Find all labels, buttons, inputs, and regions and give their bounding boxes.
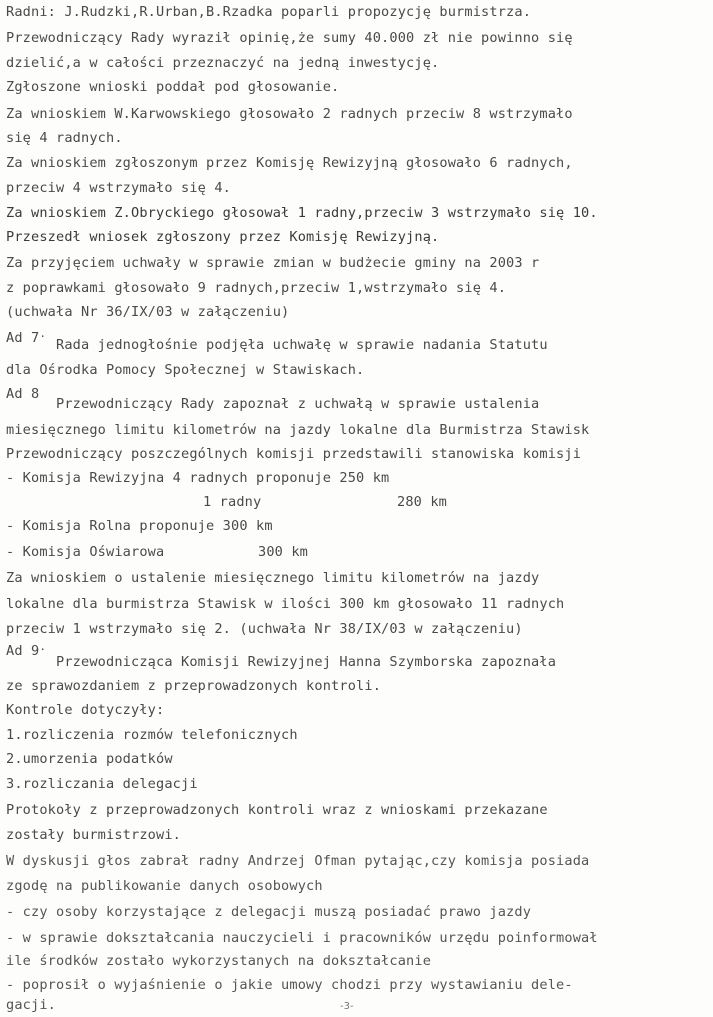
agenda-label: Ad 8 — [6, 386, 40, 402]
text-line: (uchwała Nr 36/IX/03 w załączeniu) — [6, 304, 290, 320]
text-line: - czy osoby korzystające z delegacji muszą posiadać prawo jazdy — [6, 904, 532, 920]
text-line: 280 km — [397, 494, 448, 510]
text-line: 2.umorzenia podatków — [6, 751, 173, 767]
text-line: Za wnioskiem Z.Obryckiego głosował 1 radny,przeciw 3 wstrzymało się 10. — [6, 205, 598, 221]
text-line: Radni: J.Rudzki,R.Urban,B.Rzadka poparli propozycję burmistrza. — [6, 4, 532, 20]
page-number-mark: -3- — [340, 1001, 354, 1012]
text-line: dla Ośrodka Pomocy Społecznej w Stawiskach. — [6, 362, 365, 378]
text-line: Za przyjęciem uchwały w sprawie zmian w budżecie gminy na 2003 r — [6, 255, 540, 271]
text-line: Protokoły z przeprowadzonych kontroli wraz z wnioskami przekazane — [6, 802, 548, 818]
agenda-item-9 — [6, 640, 47, 660]
text-line: - Komisja Oświarowa — [6, 544, 165, 560]
agenda-item-8 — [6, 386, 39, 403]
text-line: Przewodniczący poszczególnych komisji przedstawili stanowiska komisji — [6, 446, 582, 462]
text-line: dzielić,a w całości przeznaczyć na jedną inwestycję. — [6, 55, 440, 71]
agenda-item-7 — [6, 327, 47, 347]
text-line: Przewodniczący Rady wyraził opinię,że sumy 40.000 zł nie powinno się — [6, 30, 573, 46]
text-line: lokalne dla burmistrza Stawisk w ilości 300 km głosowało 11 radnych — [6, 596, 565, 612]
text-line: 1 radny — [203, 494, 262, 510]
text-line: przeciw 4 wstrzymało się 4. — [6, 180, 232, 196]
text-line: 300 km — [258, 544, 309, 560]
agenda-dot: . — [39, 640, 47, 653]
text-line: - poprosił o wyjaśnienie o jakie umowy chodzi przy wystawianiu dele- — [6, 977, 573, 993]
text-line: Przewodnicząca Komisji Rewizyjnej Hanna Szymborska zapoznała — [56, 654, 557, 670]
text-line: ze sprawozdaniem z przeprowadzonych kontroli. — [6, 678, 382, 694]
text-line: 1.rozliczenia rozmów telefonicznych — [6, 727, 298, 743]
text-line: ile środków zostało wykorzystanych na dokształcanie — [6, 953, 432, 969]
text-line: Przeszedł wniosek zgłoszony przez Komisję Rewizyjną. — [6, 229, 440, 245]
text-line: Rada jednogłośnie podjęła uchwałę w sprawie nadania Statutu — [56, 337, 548, 353]
text-line: W dyskusji głos zabrał radny Andrzej Ofman pytając,czy komisja posiada — [6, 853, 590, 869]
text-line: zostały burmistrzowi. — [6, 827, 182, 843]
text-line: zgodę na publikowanie danych osobowych — [6, 878, 323, 894]
text-line: z poprawkami głosowało 9 radnych,przeciw 1,wstrzymało się 4. — [6, 280, 507, 296]
text-line: - w sprawie dokształcania nauczycieli i pracowników urzędu poinformował — [6, 930, 598, 946]
text-line: przeciw 1 wstrzymało się 2. (uchwała Nr 38/IX/03 w załączeniu) — [6, 621, 523, 637]
text-line: miesięcznego limitu kilometrów na jazdy lokalne dla Burmistrza Stawisk — [6, 422, 590, 438]
agenda-label: Ad 7 — [6, 330, 40, 346]
text-line: Kontrole dotyczyły: — [6, 702, 165, 718]
text-line: - Komisja Rolna proponuje 300 km — [6, 518, 273, 534]
text-line: Za wnioskiem W.Karwowskiego głosowało 2 radnych przeciw 8 wstrzymało — [6, 106, 573, 122]
text-line: Za wnioskiem zgłoszonym przez Komisję Rewizyjną głosowało 6 radnych, — [6, 155, 573, 171]
agenda-label: Ad 9 — [6, 643, 40, 659]
text-line: 3.rozliczania delegacji — [6, 776, 198, 792]
text-line: gacji. — [6, 997, 57, 1013]
text-line: Za wnioskiem o ustalenie miesięcznego limitu kilometrów na jazdy — [6, 570, 540, 586]
text-line: - Komisja Rewizyjna 4 radnych proponuje 250 km — [6, 470, 390, 486]
agenda-dot: . — [39, 327, 47, 340]
text-line: Przewodniczący Rady zapoznał z uchwałą w sprawie ustalenia — [56, 396, 540, 412]
text-line: się 4 radnych. — [6, 130, 123, 146]
text-line: Zgłoszone wnioski poddał pod głosowanie. — [6, 79, 340, 95]
